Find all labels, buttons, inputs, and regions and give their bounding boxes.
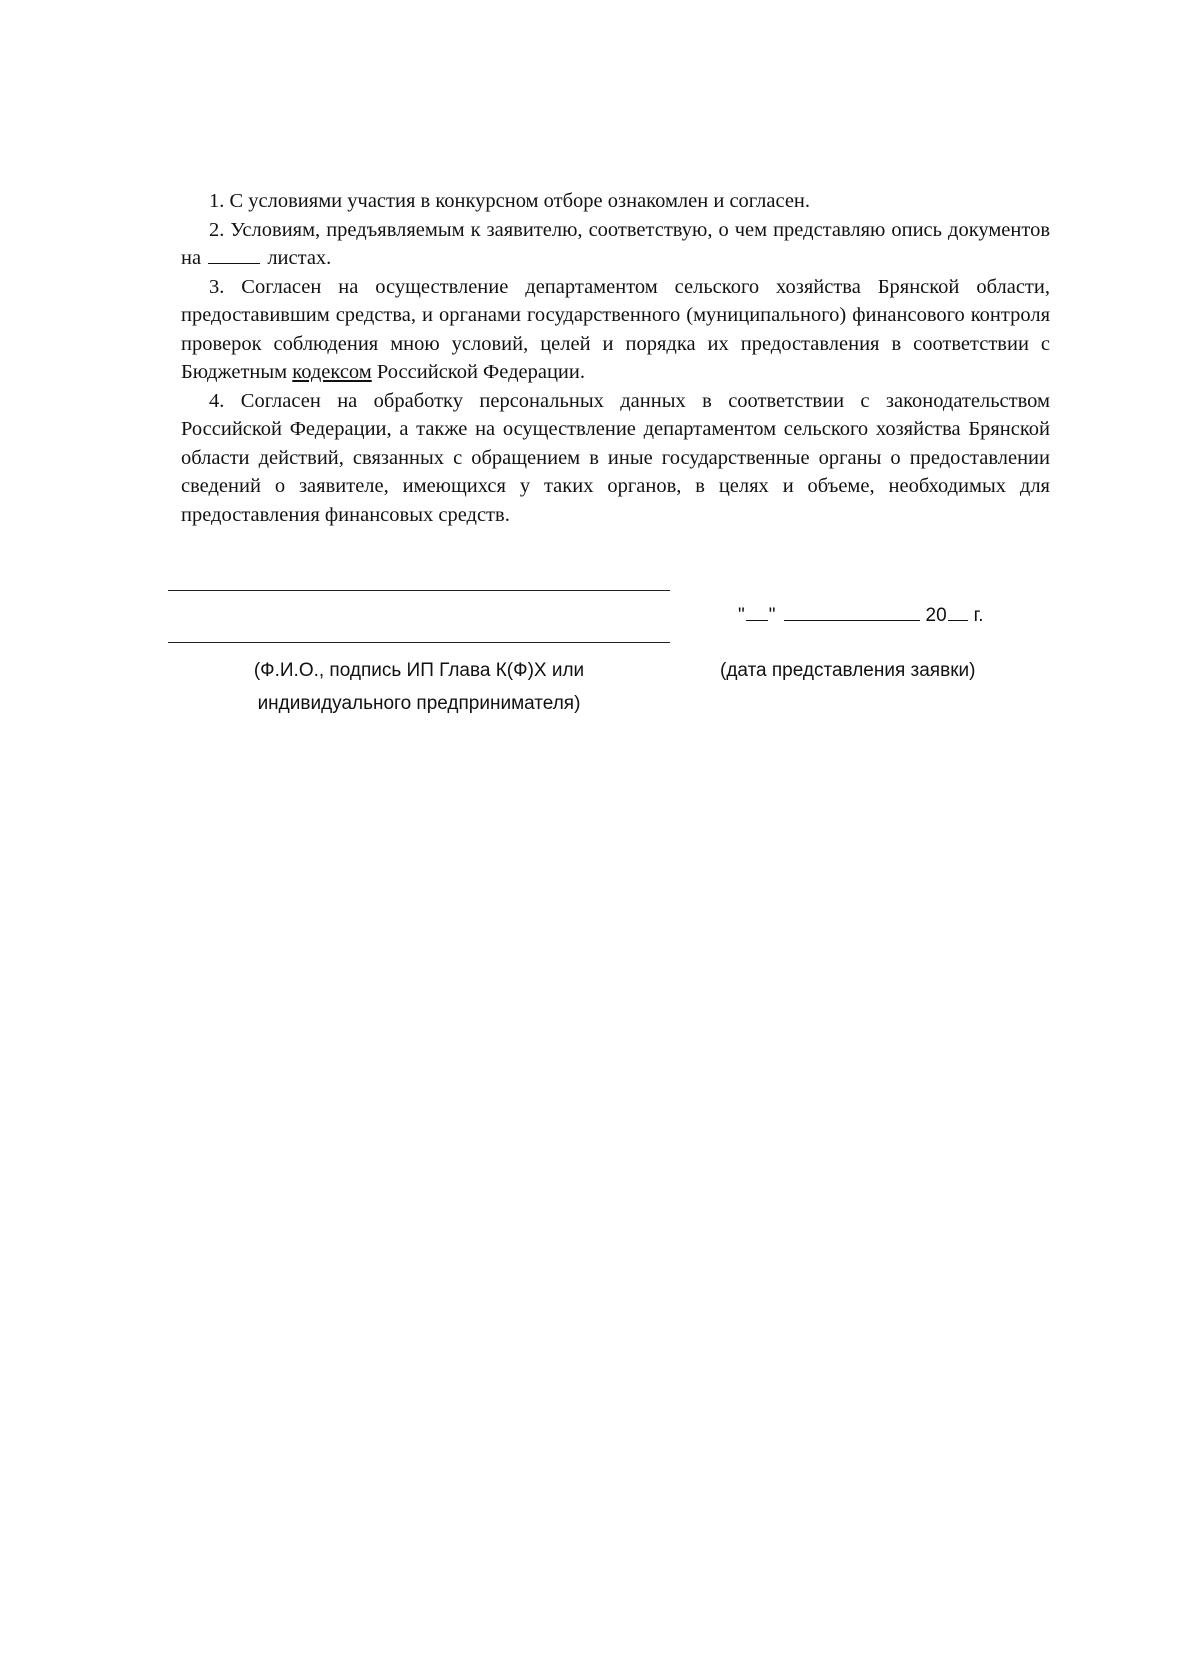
paragraph-4 bbox=[181, 387, 1050, 530]
date-field bbox=[738, 602, 984, 628]
application-body bbox=[181, 187, 1050, 529]
date-caption: (дата представления заявки) bbox=[720, 660, 976, 681]
year-blank bbox=[948, 602, 968, 621]
budget-code-link[interactable]: кодексом bbox=[292, 361, 372, 383]
paragraph-2-text-end: листах. bbox=[267, 247, 332, 269]
paragraph-3 bbox=[181, 273, 1050, 387]
paragraph-1-text: 1. С условиями участия в конкурсном отборе ознакомлен и согласен. bbox=[209, 190, 811, 212]
month-blank bbox=[784, 602, 920, 621]
paragraph-4-text: 4. Согласен на обработку персональных данных в соответствии с законодательством Российской Федерации, а также на осуществление департаментом сельского хозяйства Брянской области действий, связанных с обращением в иные государственные органы о предоставлении сведений о заявителе, имеющихся у таких органов, в целях и объеме, необходимых для предоставления финансовых средств. bbox=[181, 389, 1050, 526]
year-suffix: г. bbox=[973, 605, 984, 626]
signature-caption-line-2: индивидуального предпринимателя) bbox=[257, 693, 581, 714]
signature-line-name bbox=[168, 590, 670, 591]
paragraph-1 bbox=[181, 187, 1050, 216]
paragraph-2-text: 2. Условиям, предъявляемым к заявителю, соответствую, о чем представляю опись документов на bbox=[181, 218, 1050, 269]
paragraph-3-text-end: Российской Федерации. bbox=[376, 361, 585, 383]
signature-caption bbox=[168, 654, 670, 720]
year-prefix: 20 bbox=[925, 605, 947, 626]
date-quote-close: " bbox=[768, 605, 776, 626]
date-quote-open: " bbox=[738, 605, 745, 626]
paragraph-3-text: 3. Согласен на осуществление департаментом сельского хозяйства Брянской области, предоставившим средства, и органами государственного (муниципального) финансового контроля проверок соблюдения мною условий, целей и порядка их предоставления в соответствии с Бюджетным bbox=[181, 275, 1050, 383]
paragraph-2 bbox=[181, 216, 1050, 273]
sheet-count-blank bbox=[208, 245, 260, 264]
signature-caption-line-1: (Ф.И.О., подпись ИП Глава К(Ф)Х или bbox=[253, 660, 585, 681]
signature-line-sign bbox=[168, 642, 670, 643]
day-blank bbox=[746, 602, 768, 621]
